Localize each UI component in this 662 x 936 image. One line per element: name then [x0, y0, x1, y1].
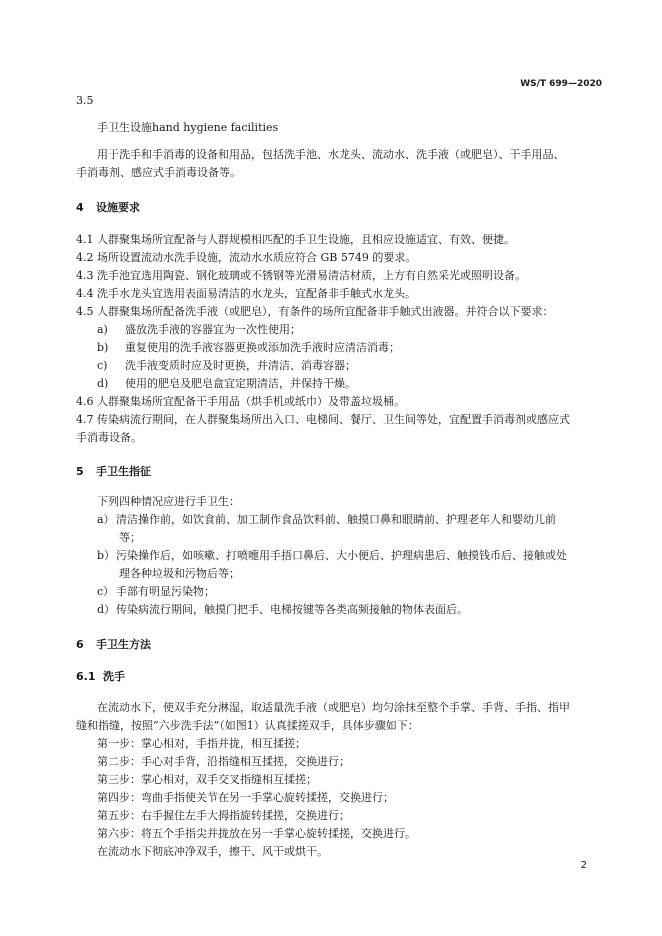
handwash-step-4: 第四步：弯曲手指使关节在另一手掌心旋转揉搓，交换进行；	[97, 791, 394, 804]
sub-item-text: 盛放洗手液的容器宜为一次性使用；	[125, 323, 301, 336]
handwash-final-rinse: 在流动水下彻底冲净双手，擦干、风干或烘干。	[97, 845, 328, 858]
section-4-title: 设施要求	[96, 201, 140, 214]
indication-b	[97, 549, 567, 563]
section-6-1-number: 6.1	[76, 670, 96, 683]
indication-mark: a）	[97, 513, 115, 526]
term-title: 手卫生设施hand hygiene facilities	[97, 121, 279, 134]
sub-item-text: 使用的肥皂及肥皂盒宜定期清洁，并保持干燥。	[125, 377, 356, 390]
section-6-heading	[76, 636, 151, 652]
indication-a	[97, 513, 556, 527]
item-4-5: 4.5 人群聚集场所配备洗手液（或肥皂），有条件的场所宜配备非手触式出液器。并符合以下要求：	[76, 305, 554, 318]
sub-item-text: 洗手液变质时应及时更换，并清洁、消毒容器；	[125, 359, 356, 372]
indication-text: 污染操作后，如咳嗽、打喷嚏用手捂口鼻后、大小便后、护理病患后、触摸钱币后、接触或处	[116, 549, 567, 562]
item-4-3: 4.3 洗手池宜选用陶瓷、钢化玻璃或不锈钢等光滑易清洁材质，上方有自然采光或照明设备。	[76, 269, 526, 282]
sub-item-mark: b)	[97, 341, 109, 354]
term-definition-line-1: 用于洗手和手消毒的设备和用品，包括洗手池、水龙头、流动水、洗手液（或肥皂）、干手用品、	[97, 148, 565, 161]
term-number: 3.5	[76, 94, 94, 107]
section-6-1-heading	[76, 668, 125, 684]
page-number: 2	[580, 860, 587, 871]
section-5-intro: 下列四种情况应进行手卫生：	[97, 495, 240, 508]
indication-b-continued: 理各种垃圾和污物后等；	[119, 567, 240, 580]
indication-mark: b）	[97, 549, 116, 562]
section-4-heading	[76, 199, 140, 215]
item-4-6: 4.6 人群聚集场所宜配备干手用品（烘手机或纸巾）及带盖垃圾桶。	[76, 395, 405, 408]
handwash-step-3: 第三步：掌心相对，双手交叉指缝相互揉搓；	[97, 773, 317, 786]
indication-mark: d）	[97, 603, 116, 616]
sub-item-mark: a)	[97, 323, 108, 336]
handwash-step-2: 第二步：手心对手背，沿指缝相互揉搓，交换进行；	[97, 755, 350, 768]
indication-c	[97, 585, 215, 599]
handwash-paragraph-line-1: 在流动水下，使双手充分淋湿，取适量洗手液（或肥皂）均匀涂抹至整个手掌、手背、手指、指甲	[97, 701, 570, 714]
sub-item-4-5-c	[97, 359, 356, 373]
handwash-step-1: 第一步：掌心相对，手指并拢，相互揉搓；	[97, 737, 306, 750]
handwash-step-5: 第五步：右手握住左手大拇指旋转揉搓，交换进行；	[97, 809, 350, 822]
section-4-number: 4	[76, 201, 84, 214]
sub-item-text: 重复使用的洗手液容器更换或添加洗手液时应清洁消毒；	[125, 341, 400, 354]
sub-item-mark: c)	[97, 359, 108, 372]
handwash-paragraph-line-2: 缝和指缝，按照“六步洗手法”（如图1）认真揉搓双手，具体步骤如下：	[76, 719, 419, 732]
sub-item-4-5-a	[97, 323, 301, 337]
section-6-1-title: 洗手	[103, 670, 125, 683]
section-5-heading	[76, 463, 151, 479]
sub-item-4-5-b	[97, 341, 400, 355]
standard-number: WS/T 699—2020	[520, 79, 602, 89]
section-6-number: 6	[76, 638, 84, 651]
item-4-4: 4.4 洗手水龙头宜选用表面易清洁的水龙头，宜配备非手触式水龙头。	[76, 287, 416, 300]
handwash-step-6: 第六步：将五个手指尖并拢放在另一手掌心旋转揉搓，交换进行。	[97, 827, 416, 840]
term-definition-line-2: 手消毒剂、感应式手消毒设备等。	[76, 166, 241, 179]
sub-item-4-5-d	[97, 377, 356, 391]
section-5-number: 5	[76, 465, 84, 478]
item-4-7-line-2: 手消毒设备。	[76, 431, 142, 444]
section-6-title: 手卫生方法	[96, 638, 151, 651]
indication-text: 传染病流行期间，触摸门把手、电梯按键等各类高频接触的物体表面后。	[116, 603, 468, 616]
indication-d	[97, 603, 468, 617]
item-4-7-line-1: 4.7 传染病流行期间，在人群聚集场所出入口、电梯间、餐厅、卫生间等处，宜配置手消毒剂或感应式	[76, 413, 570, 426]
indication-text: 手部有明显污染物；	[116, 585, 215, 598]
sub-item-mark: d)	[97, 377, 109, 390]
section-5-title: 手卫生指征	[96, 465, 151, 478]
indication-a-continued: 等；	[119, 531, 141, 544]
item-4-1: 4.1 人群聚集场所宜配备与人群规模相匹配的手卫生设施，且相应设施适宜、有效、便捷。	[76, 233, 515, 246]
indication-text: 清洁操作前，如饮食前、加工制作食品饮料前、触摸口鼻和眼睛前、护理老年人和婴幼儿前	[116, 513, 556, 526]
item-4-2: 4.2 场所设置流动水洗手设施，流动水水质应符合 GB 5749 的要求。	[76, 251, 417, 264]
indication-mark: c）	[97, 585, 115, 598]
